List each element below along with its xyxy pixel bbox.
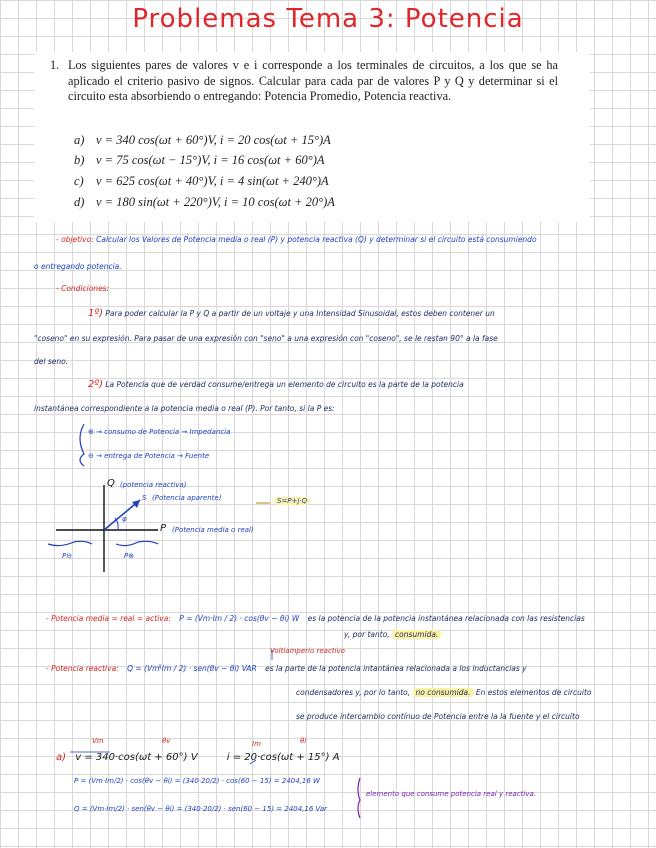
s-vector-label: S [142,494,147,502]
q-axis-desc: (potencia reactiva) [120,481,187,489]
average-power-line: - Potencia media = real = activa: P = (Vm·Im / 2) · cos(θv − θi) W es la potencia de la potencia instantánea relacionada con las resistencias [46,614,585,623]
condition-1-cont2: del seno. [34,357,69,366]
p-positive-label: P⊕ [124,552,135,560]
sol-vm-label: Vm [92,737,104,745]
phi-label: φ [122,515,127,523]
reactive-power-cont2: se produce intercambio contínuo de Potencia entre la la fuente y el circuito [296,712,580,721]
condition-1-cont1: "coseno" en su expresión. Para pasar de una expresión con "seno" a una expresión con "coseno", se le restan 90° a la fase [34,334,498,343]
solution-a-p: P = (Vm·Im/2) · cos(θv − θi) = (340·20/2) · cos(60 − 15) = 2404,16 W [74,777,320,785]
q-axis-label: Q [107,478,115,489]
sol-thv-label: θv [162,737,171,745]
reactive-power-cont1: condensadores y, por lo tanto, no consumida. En estos elementos de circuito [296,688,592,697]
reactive-power-line: - Potencia reactiva: Q = (Vm·Im / 2) · sen(θv − θi) VAR es la parte de la potencia intantánea relacionada a los inductancias y [46,664,527,673]
condition-1: 1º) Para poder calcular la P y Q a partir de un voltaje y una Intensidad Sinusoidal, estos deben contener un [88,308,495,319]
problem-item-b: b) v = 75 cos(ωt − 15°)V, i = 16 cos(ωt + 60°)A [74,153,325,167]
objective-text: Calcular los Valores de Potencia media o real (P) y potencia reactiva (Q) y determinar si el circuito está consumiendo [96,235,537,244]
solution-a-note: elemento que consume potencia real y reactiva. [366,790,536,798]
solution-a-given: a) v = 340·cos(ωt + 60°) V i = 20·cos(ωt + 15°) A [56,752,340,763]
problem-text: Los siguientes pares de valores v e i corresponde a los terminales de circuitos, a los que se ha aplicado el criterio pasivo de signos. Calcular para cada par de valores P y Q y determinar si el circuito esta absorbiendo o entregando: Potencia Promedio, Potencia reactiva. [68,58,558,104]
page-title: Problemas Tema 3: Potencia [132,4,524,34]
sol-im-label: Im [252,740,261,748]
condition-2: 2º) La Potencia que de verdad consume/entrega un elemento de circuito es la parte de la potencia [88,379,464,390]
p-negative-label: P⊖ [62,552,73,560]
problem-item-d: d) v = 180 sin(ωt + 220°)V, i = 10 cos(ωt + 20°)A [74,195,335,209]
s-formula: S=P+j·Q [274,497,310,505]
average-power-cont: y, por tanto, consumida. [344,630,441,639]
minus-delivery: ⊖ → entrega de Potencia → Fuente [88,452,210,460]
plus-consumption: ⊕ → consumo de Potencia → Impedancia [88,428,231,436]
solution-a-q: Q = (Vm·Im/2) · sen(θv − θi) = (340·20/2) · sen(60 − 15) = 2404,16 Var [74,805,328,813]
problem-number: 1. [50,58,60,72]
problem-item-a: a) v = 340 cos(ωt + 60°)V, i = 20 cos(ωt + 15°)A [74,133,331,147]
var-annotation: Voltiamperio reactivo [270,647,345,655]
sol-thi-label: θi [300,737,307,745]
problem-item-c: c) v = 625 cos(ωt + 40°)V, i = 4 sin(ωt + 240°)A [74,174,329,188]
p-axis-label: P [160,523,167,534]
conditions-label: - Condiciones: [56,284,110,293]
p-axis-desc: (Potencia media o real) [172,526,254,534]
condition-2-cont: instantánea correspondiente a la potencia media o real (P). Por tanto, si la P es: [34,404,335,413]
s-vector-desc: (Potencia aparente) [152,494,222,502]
objective-cont: o entregando potencia. [34,262,122,271]
objective-label: - objetivo: [56,235,94,244]
